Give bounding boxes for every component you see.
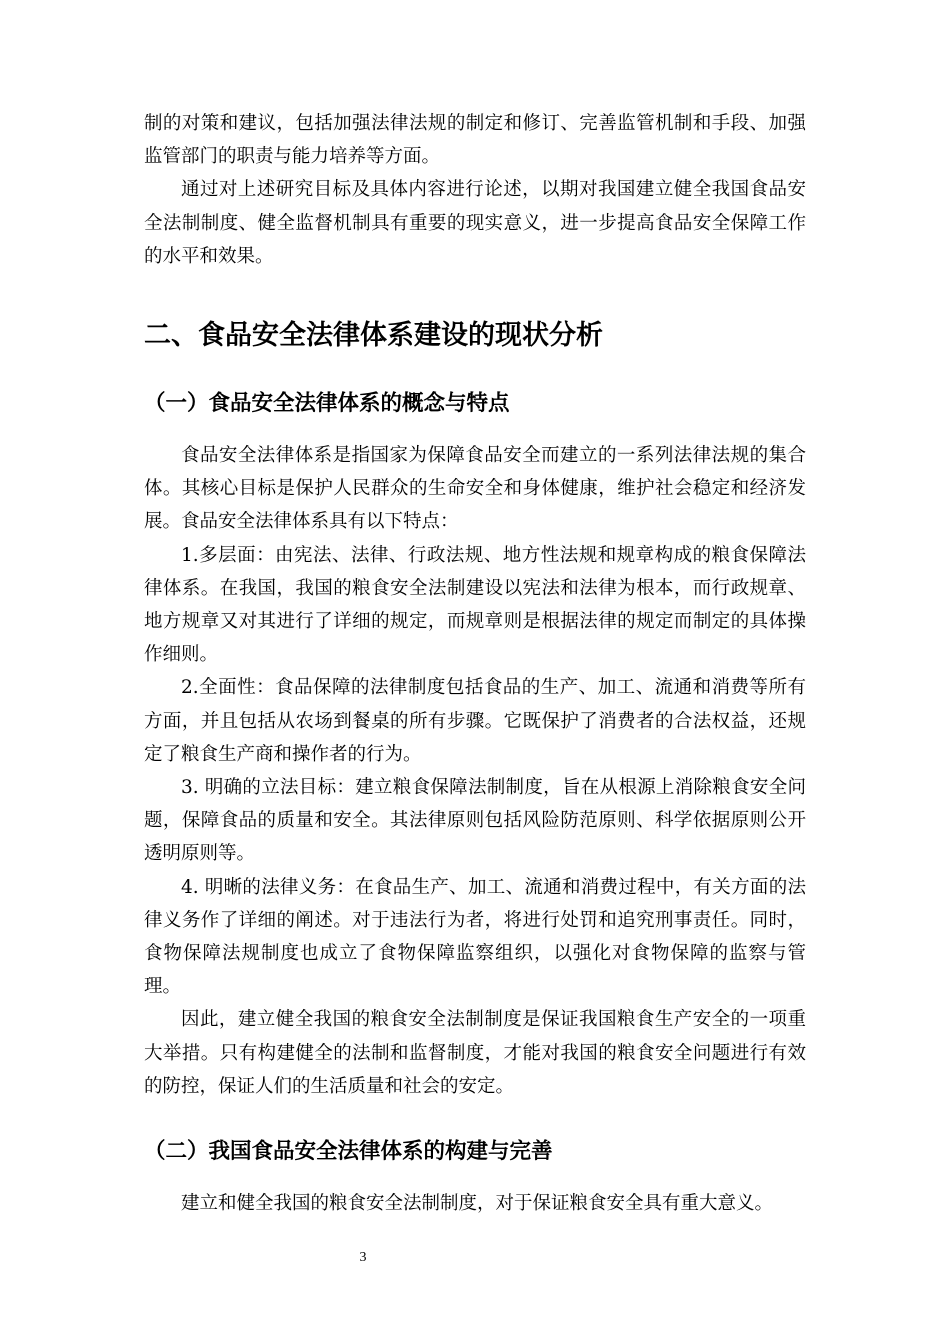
paragraph: 食品安全法律体系是指国家为保障食品安全而建立的一系列法律法规的集合体。其核心目标是保护人民群众的生命安全和身体健康，维护社会稳定和经济发展。食品安全法律体系具有以下特点：: [144, 445, 806, 533]
paragraph: 建立和健全我国的粮食安全法制制度，对于保证粮食安全具有重大意义。: [181, 1193, 774, 1214]
intro-text: [144, 107, 806, 273]
paragraph-continued: 制的对策和建议，包括加强法律法规的制定和修订、完善监管机制和手段、加强监管部门的职责与能力培养等方面。: [144, 113, 806, 168]
section-2-body: [144, 1187, 806, 1220]
paragraph: 因此，建立健全我国的粮食安全法制制度是保证我国粮食生产安全的一项重大举措。只有构建健全的法制和监督制度，才能对我国的粮食安全问题进行有效的防控，保证人们的生活质量和社会的安定。: [144, 1009, 806, 1097]
list-item: 1.多层面：由宪法、法律、行政法规、地方性法规和规章构成的粮食保障法律体系。在我国，我国的粮食安全法制建设以宪法和法律为根本，而行政规章、地方规章又对其进行了详细的规定，而规章则是根据法律的规定而制定的具体操作细则。: [144, 544, 806, 666]
paragraph: 通过对上述研究目标及具体内容进行论述，以期对我国建立健全我国食品安全法制制度、健全监督机制具有重要的现实意义，进一步提高食品安全保障工作的水平和效果。: [144, 179, 806, 267]
section-heading-1: （一）食品安全法律体系的概念与特点: [144, 391, 510, 416]
page-number: 3: [359, 1250, 367, 1265]
list-item: 3. 明确的立法目标：建立粮食保障法制制度，旨在从根源上消除粮食安全问题，保障食品的质量和安全。其法律原则包括风险防范原则、科学依据原则公开透明原则等。: [144, 777, 806, 865]
chapter-heading: 二、食品安全法律体系建设的现状分析: [144, 320, 603, 351]
section-heading-2: （二）我国食品安全法律体系的构建与完善: [144, 1139, 553, 1164]
section-1-body: [144, 439, 806, 1103]
list-item: 2.全面性：食品保障的法律制度包括食品的生产、加工、流通和消费等所有方面，并且包括从农场到餐桌的所有步骤。它既保护了消费者的合法权益，还规定了粮食生产商和操作者的行为。: [144, 677, 806, 765]
list-item: 4. 明晰的法律义务：在食品生产、加工、流通和消费过程中，有关方面的法律义务作了详细的阐述。对于违法行为者，将进行处罚和追究刑事责任。同时，食物保障法规制度也成立了食物保障监察组织，以强化对食物保障的监察与管理。: [144, 876, 806, 998]
